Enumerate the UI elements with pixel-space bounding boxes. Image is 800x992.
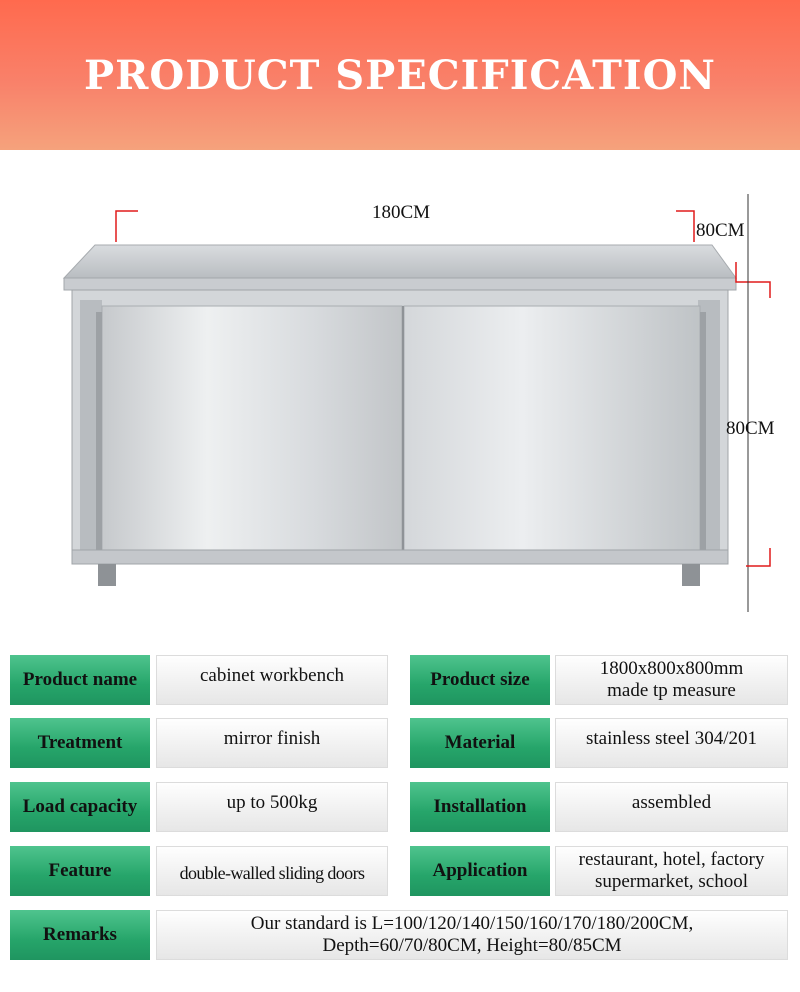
application-line2: supermarket, school [594, 871, 748, 892]
depth-dimension-label: 80CM [696, 220, 745, 241]
remarks-line1: Our standard is L=100/120/140/150/160/170/180/200CM, [250, 913, 694, 934]
product-name-text: cabinet workbench [199, 665, 345, 686]
height-dimension-label: 80CM [726, 418, 775, 439]
page-title: PRODUCT SPECIFICATION [84, 52, 716, 99]
installation-label: Installation [410, 782, 550, 832]
treatment-value [156, 718, 388, 768]
material-value [555, 718, 788, 768]
feature-text: double-walled sliding doors [179, 863, 365, 883]
remarks-label: Remarks [10, 910, 150, 960]
feature-label: Feature [10, 846, 150, 896]
material-text: stainless steel 304/201 [586, 728, 757, 749]
installation-text: assembled [631, 792, 712, 813]
treatment-label: Treatment [10, 718, 150, 768]
product-illustration [0, 150, 800, 620]
load-capacity-value [156, 782, 388, 832]
application-line1: restaurant, hotel, factory [578, 849, 765, 870]
remarks-line2: Depth=60/70/80CM, Height=80/85CM [322, 935, 622, 956]
width-dimension-label: 180CM [372, 202, 431, 223]
installation-value [555, 782, 788, 832]
remarks-value [156, 910, 788, 960]
product-size-line1: 1800x800x800mm [599, 658, 744, 679]
application-value [555, 846, 788, 896]
material-label: Material [410, 718, 550, 768]
application-label: Application [410, 846, 550, 896]
product-name-value [156, 655, 388, 705]
product-size-line2: made tp measure [607, 680, 736, 701]
product-name-label: Product name [10, 655, 150, 705]
header-banner [0, 0, 800, 150]
load-capacity-label: Load capacity [10, 782, 150, 832]
product-size-value [555, 655, 788, 705]
load-capacity-text: up to 500kg [226, 792, 318, 813]
treatment-text: mirror finish [223, 728, 321, 749]
feature-value [156, 846, 388, 896]
product-size-label: Product size [410, 655, 550, 705]
